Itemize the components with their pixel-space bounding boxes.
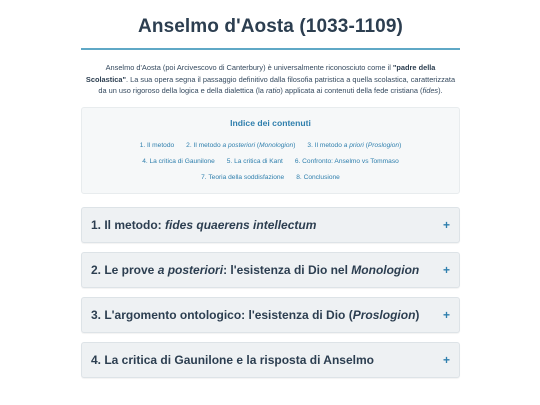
- table-of-contents: [81, 107, 460, 194]
- section-1-header[interactable]: [81, 207, 460, 243]
- section-3-header[interactable]: [81, 297, 460, 333]
- section-2-header[interactable]: [81, 252, 460, 288]
- plus-icon[interactable]: +: [442, 262, 450, 277]
- toc-row-3: [90, 174, 451, 181]
- section-3-title: 3. L'argomento ontologico: l'esistenza di Dio (Proslogion): [91, 307, 420, 322]
- title-divider: [81, 48, 460, 50]
- toc-link-3[interactable]: 3. Il metodo a priori (Proslogion): [307, 141, 402, 149]
- toc-link-5[interactable]: 5. La critica di Kant: [226, 157, 283, 165]
- plus-icon[interactable]: +: [442, 307, 450, 322]
- intro-fides: fides: [422, 86, 439, 96]
- accordion-sections: [81, 207, 460, 378]
- section-2-title: 2. Le prove a posteriori: l'esistenza di Dio nel Monologion: [91, 262, 420, 277]
- toc-row-1: [90, 142, 451, 149]
- plus-icon[interactable]: +: [442, 217, 450, 232]
- main-container: [81, 0, 460, 387]
- intro-bold: "padre della Scolastica": [85, 63, 436, 84]
- intro-text-2: . La sua opera segna il passaggio definitivo dalla filosofia patristica a quella scolastica, caratterizzata da un uso rigoroso della logica e della dialettica (la: [98, 74, 456, 96]
- page-title: Anselmo d'Aosta (1033-1109): [138, 16, 403, 37]
- toc-link-1[interactable]: 1. Il metodo: [139, 141, 175, 149]
- toc-link-8[interactable]: 8. Conclusione: [296, 173, 340, 181]
- toc-link-4[interactable]: 4. La critica di Gaunilone: [142, 157, 215, 165]
- toc-row-2: [90, 158, 451, 165]
- intro-text-3: ) applicata ai contenuti della fede cristiana (: [280, 86, 423, 96]
- section-4-header[interactable]: [81, 342, 460, 378]
- toc-title: Indice dei contenuti: [230, 117, 311, 128]
- toc-link-2[interactable]: 2. Il metodo a posteriori (Monologion): [186, 141, 296, 149]
- section-1-title: 1. Il metodo: fides quaerens intellectum: [91, 217, 317, 232]
- toc-link-7[interactable]: 7. Teoria della soddisfazione: [201, 173, 285, 181]
- plus-icon[interactable]: +: [442, 352, 450, 367]
- intro-text-4: ).: [438, 86, 443, 96]
- intro-text-1: Anselmo d'Aosta (poi Arcivescovo di Canterbury) è universalmente riconosciuto come il: [105, 63, 393, 72]
- section-4-title: 4. La critica di Gaunilone e la risposta di Anselmo: [91, 352, 374, 367]
- toc-link-6[interactable]: 6. Confronto: Anselmo vs Tommaso: [294, 157, 399, 165]
- intro-paragraph: [81, 62, 460, 97]
- intro-ratio: ratio: [265, 86, 281, 96]
